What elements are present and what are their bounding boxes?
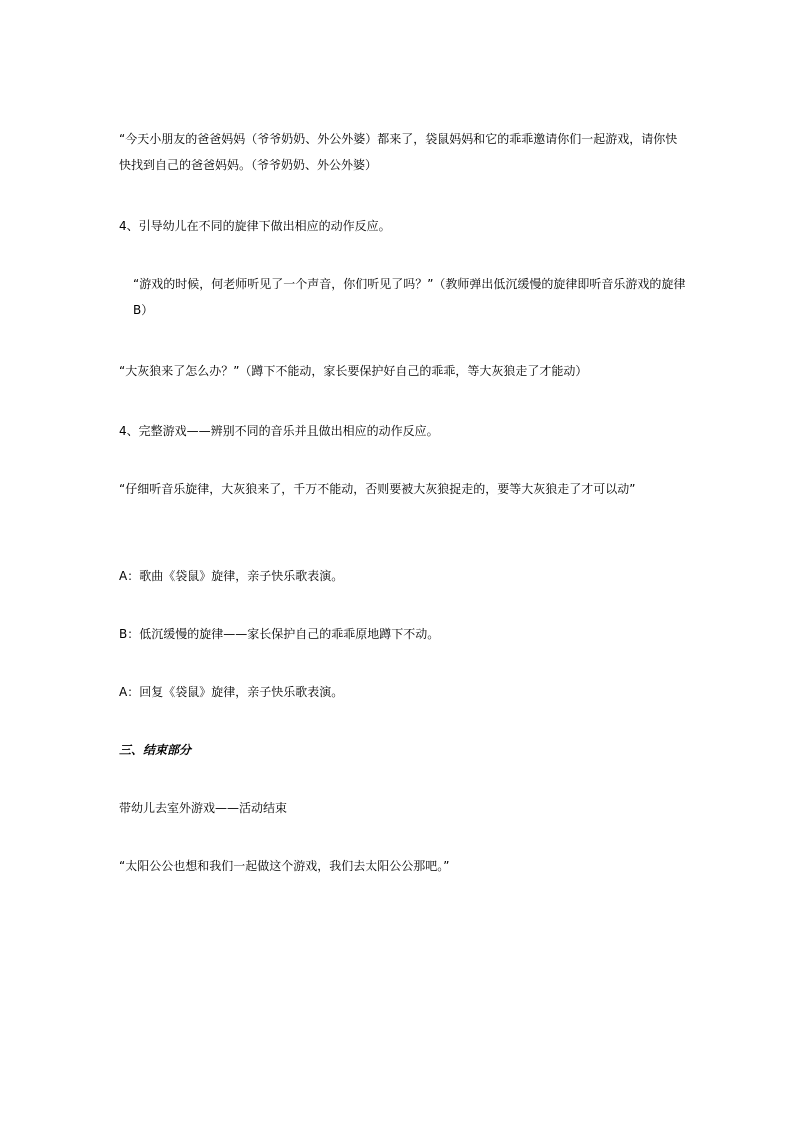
paragraph-step-4-guide: 4、引导幼儿在不同的旋律下做出相应的动作反应。	[119, 219, 391, 233]
paragraph-wolf-coming: “大灰狼来了怎么办？”（蹲下不能动，家长要保护好自己的乖乖，等大灰狼走了才能动）	[119, 364, 588, 378]
paragraph-melody-b: B：低沉缓慢的旋律——家长保护自己的乖乖原地蹲下不动。	[119, 627, 440, 641]
paragraph-step-4-full-game: 4、完整游戏——辨别不同的音乐并且做出相应的动作反应。	[119, 424, 439, 438]
section-heading-ending: 三、结束部分	[119, 743, 192, 757]
paragraph-invite-parents: “今天小朋友的爸爸妈妈（爷爷奶奶、外公外婆）都来了，袋鼠妈妈和它的乖乖邀请你们一起游戏，请你快快找到自己的爸爸妈妈。（爷爷奶奶、外公外婆）	[119, 132, 678, 172]
paragraph-melody-a-return: A：回复《袋鼠》旋律，亲子快乐歌表演。	[119, 685, 344, 699]
paragraph-outdoor-game: 带幼儿去室外游戏——活动结束	[119, 801, 288, 815]
paragraph-hear-sound: “游戏的时候，何老师听见了一个声音，你们听见了吗？”（教师弹出低沉缓慢的旋律即听音乐游戏的旋律 B）	[133, 277, 686, 317]
paragraph-listen-melody: “仔细听音乐旋律，大灰狼来了，千万不能动，否则要被大灰狼捉走的，要等大灰狼走了才可以动”	[119, 482, 636, 496]
paragraph-melody-a: A：歌曲《袋鼠》旋律，亲子快乐歌表演。	[119, 569, 344, 583]
paragraph-sun-quote: “太阳公公也想和我们一起做这个游戏，我们去太阳公公那吧。”	[119, 859, 450, 873]
